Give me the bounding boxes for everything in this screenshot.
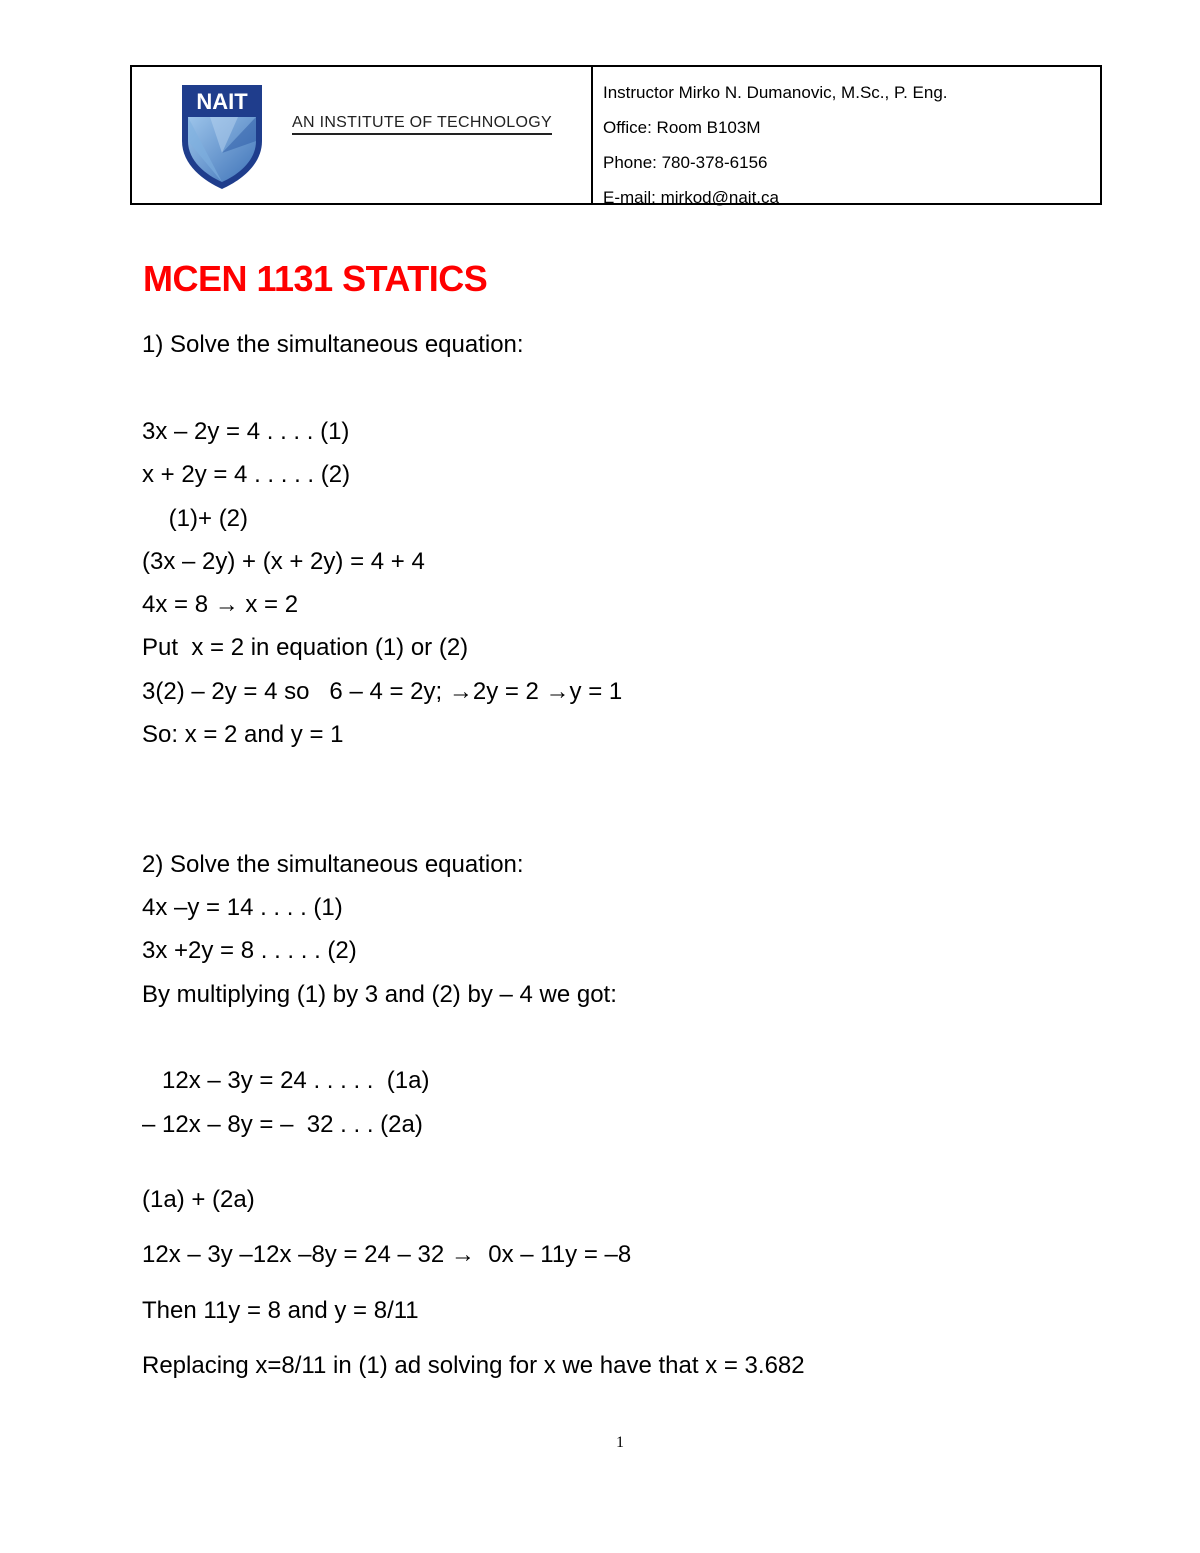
problem1-line: x + 2y = 4 . . . . . (2) bbox=[142, 461, 351, 488]
instructor-info bbox=[593, 67, 1100, 207]
problem1-line: (3x – 2y) + (x + 2y) = 4 + 4 bbox=[142, 548, 425, 575]
nait-shield-logo bbox=[180, 83, 264, 191]
problem1-heading: 1) Solve the simultaneous equation: bbox=[142, 331, 524, 358]
email-address: E-mail: mirkod@nait.ca bbox=[603, 188, 779, 207]
problem2-line: 12x – 3y = 24 . . . . . (1a) bbox=[142, 1067, 430, 1094]
logo-text: NAIT bbox=[196, 89, 248, 114]
problem2-heading: 2) Solve the simultaneous equation: bbox=[142, 851, 524, 878]
problem2-line: – 12x – 8y = – 32 . . . (2a) bbox=[142, 1111, 423, 1138]
problem1-line: 4x = 8 → x = 2 bbox=[142, 591, 299, 618]
problem1-line: (1)+ (2) bbox=[142, 505, 249, 532]
institute-tagline: AN INSTITUTE OF TECHNOLOGY bbox=[292, 114, 552, 135]
phone-number: Phone: 780-378-6156 bbox=[603, 153, 768, 172]
office-room: Office: Room B103M bbox=[603, 118, 761, 137]
page-title: MCEN 1131 STATICS bbox=[143, 258, 488, 299]
problem2-line: By multiplying (1) by 3 and (2) by – 4 we got: bbox=[142, 981, 617, 1008]
problem2-line: 4x –y = 14 . . . . (1) bbox=[142, 894, 343, 921]
problem2-line: 12x – 3y –12x –8y = 24 – 32 → 0x – 11y = –8 bbox=[142, 1241, 632, 1268]
problem2-line: (1a) + (2a) bbox=[142, 1186, 255, 1213]
problem1-line: Put x = 2 in equation (1) or (2) bbox=[142, 634, 469, 661]
problem1-line: 3(2) – 2y = 4 so 6 – 4 = 2y; →2y = 2 →y = 1 bbox=[142, 678, 623, 705]
header-table bbox=[130, 65, 1102, 205]
problem2-line: Replacing x=8/11 in (1) ad solving for x we have that x = 3.682 bbox=[142, 1352, 805, 1379]
problem1-line: 3x – 2y = 4 . . . . (1) bbox=[142, 418, 350, 445]
problem1-line: So: x = 2 and y = 1 bbox=[142, 721, 344, 748]
logo-cell bbox=[132, 67, 593, 203]
page-number: 1 bbox=[616, 1434, 624, 1451]
problem2-line: Then 11y = 8 and y = 8/11 bbox=[142, 1297, 419, 1324]
problem2-line: 3x +2y = 8 . . . . . (2) bbox=[142, 937, 357, 964]
instructor-name: Instructor Mirko N. Dumanovic, M.Sc., P. Eng. bbox=[603, 83, 948, 102]
